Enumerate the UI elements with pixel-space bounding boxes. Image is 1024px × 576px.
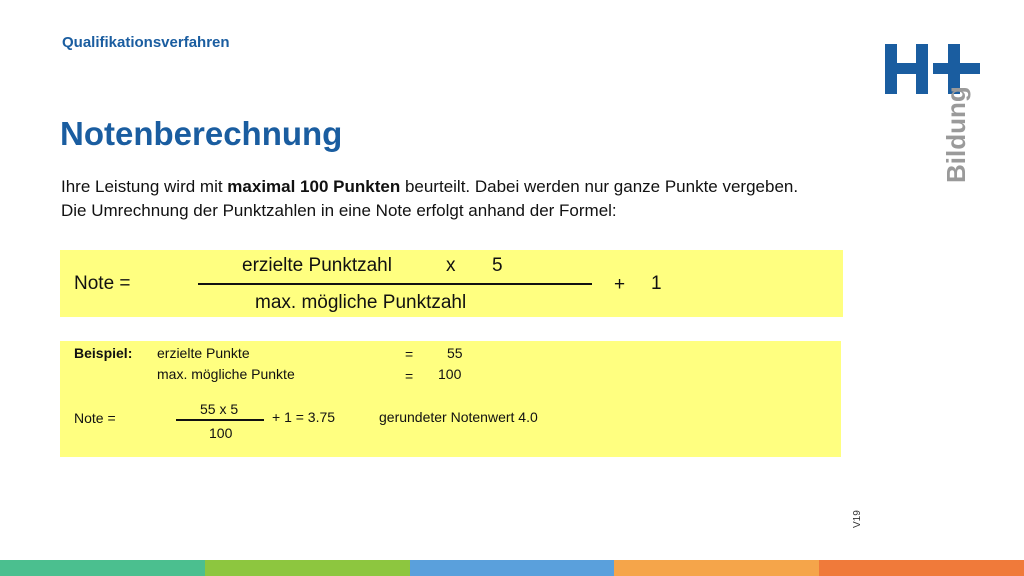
- formula-denominator: max. mögliche Punktzahl: [255, 292, 467, 313]
- version-label: V19: [852, 510, 863, 528]
- color-segment-2: [205, 560, 410, 576]
- formula-fraction-line: [198, 283, 592, 285]
- example-fraction-line: [176, 419, 264, 421]
- page-title: Notenberechnung: [60, 115, 343, 152]
- color-segment-1: [0, 560, 205, 576]
- example-denominator: 100: [209, 425, 233, 441]
- section-label: Qualifikationsverfahren: [62, 34, 230, 51]
- logo-graphic: [880, 40, 990, 190]
- color-segment-4: [614, 560, 819, 576]
- example-row1-label: erzielte Punkte: [157, 345, 250, 361]
- formula-note-label: Note =: [74, 273, 131, 294]
- example-row2-label: max. mögliche Punkte: [157, 366, 295, 382]
- example-row2-value: 100: [438, 366, 462, 382]
- example-note-label: Note =: [74, 410, 116, 426]
- color-segment-5: [819, 560, 1024, 576]
- formula-numerator-factor: 5: [492, 255, 503, 276]
- example-rounded: gerundeter Notenwert 4.0: [379, 409, 538, 425]
- formula-plus: +: [614, 274, 626, 295]
- color-segment-3: [410, 560, 615, 576]
- intro-text-before: Ihre Leistung wird mit: [61, 177, 228, 196]
- example-row1-value: 55: [447, 345, 463, 361]
- example-label: Beispiel:: [74, 345, 133, 361]
- formula-numerator-text: erzielte Punktzahl: [242, 255, 392, 276]
- example-numerator: 55 x 5: [200, 401, 239, 417]
- logo-sub-text: Bildung: [941, 86, 971, 183]
- example-row2-eq: =: [405, 368, 414, 384]
- intro-bold: maximal 100 Punkten: [227, 177, 401, 196]
- formula-numerator-op: x: [446, 255, 456, 276]
- hplus-bildung-logo: [880, 40, 990, 190]
- example-result: + 1 = 3.75: [272, 409, 336, 425]
- intro-paragraph: [61, 175, 821, 223]
- example-row1-eq: =: [405, 346, 414, 362]
- formula-addend: 1: [651, 273, 662, 294]
- footer-color-bar: [0, 560, 1024, 576]
- intro-text-after: beurteilt. Dabei werden nur ganze Punkte vergeben. Die Umrechnung der Punktzahlen in eine Note erfolgt anhand der Formel:: [61, 177, 799, 220]
